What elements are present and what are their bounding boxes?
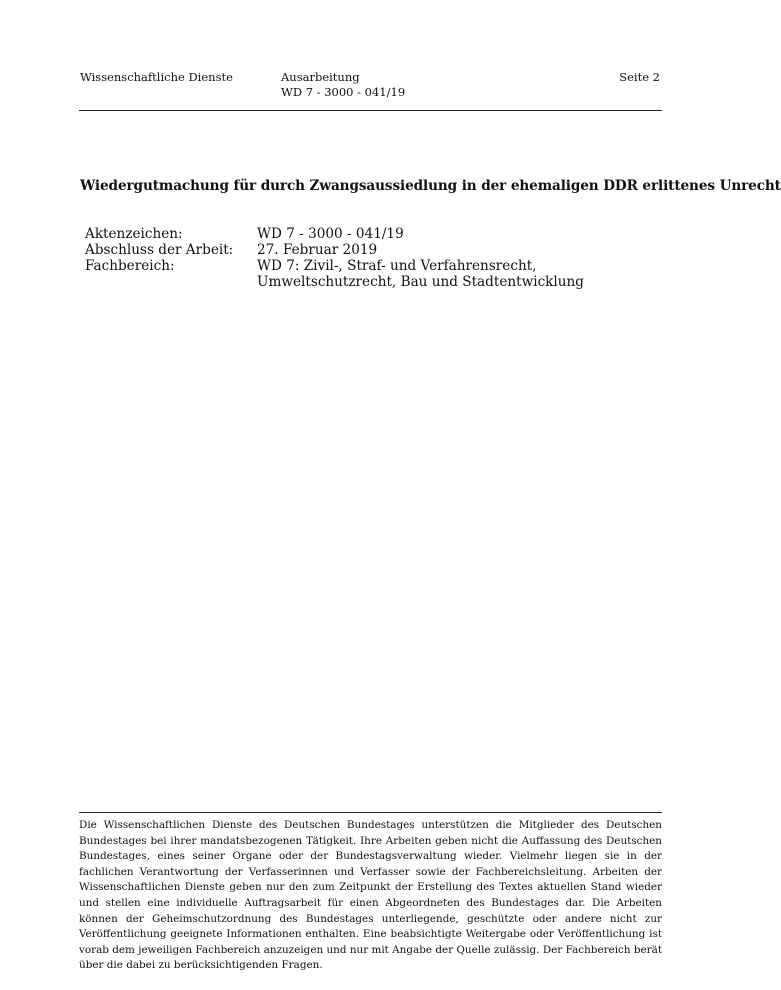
fachbereich-value: WD 7: Zivil-, Straf- und Verfahrensrecht, Umweltschutzrecht, Bau und Stadtentwicklung [257, 258, 584, 290]
header-doc-number: WD 7 - 3000 - 041/19 [281, 85, 406, 99]
disclaimer-footer [79, 812, 662, 974]
header-page-number: Seite 2 [619, 70, 660, 84]
page-header [79, 70, 662, 111]
aktenzeichen-label: Aktenzeichen: [85, 226, 183, 242]
disclaimer-text: Die Wissenschaftlichen Dienste des Deutschen Bundestages unterstützen die Mitglieder des Deutschen Bundestages bei ihrer mandatsbezogenen Tätigkeit. Ihre Arbeiten geben nicht die Auffassung des Deutschen Bundestages, eines seiner Organe oder der Bundestagsverwaltung wieder. Vielmehr liegen sie in der fachlichen Verantwortung der Verfasserinnen und Verfasser sowie der Fachbereichsleitung. Arbeiten der Wissenschaftlichen Dienste geben nur den zum Zeitpunkt der Erstellung des Textes aktuellen Stand wieder und stellen eine individuelle Auftragsarbeit für einen Abgeordneten des Bundestages dar. Die Arbeiten können der Geheimschutzordnung des Bundestages unterliegende, geschützte oder andere nicht zur Veröffentlichung geeignete Informationen enthalten. Eine beabsichtigte Weitergabe oder Veröffentlichung ist vorab dem jeweiligen Fachbereich anzuzeigen und nur mit Angabe der Quelle zulässig. Der Fachbereich berät über die dabei zu berücksichtigenden Fragen. [79, 819, 662, 972]
document-title: Wiedergutmachung für durch Zwangsaussiedlung in der ehemaligen DDR erlittenes Unrecht [80, 178, 781, 194]
header-organization: Wissenschaftliche Dienste [80, 70, 233, 84]
header-doc-type: Ausarbeitung [281, 70, 360, 84]
abschluss-value: 27. Februar 2019 [257, 242, 378, 258]
aktenzeichen-value: WD 7 - 3000 - 041/19 [257, 226, 404, 242]
abschluss-label: Abschluss der Arbeit: [85, 242, 234, 258]
header-document-info [281, 70, 405, 100]
fachbereich-label: Fachbereich: [85, 258, 175, 274]
